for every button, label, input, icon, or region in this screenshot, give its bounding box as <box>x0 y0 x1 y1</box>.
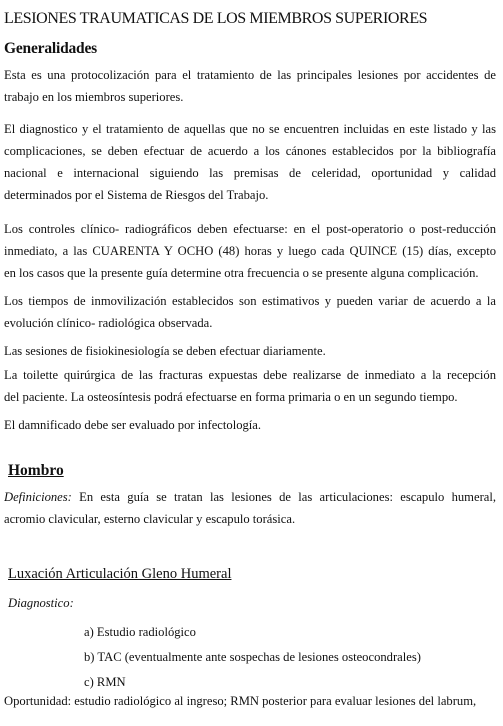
paragraph-infectologia <box>4 414 496 436</box>
paragraph-controles <box>4 218 496 284</box>
paragraph-toilette <box>4 364 496 408</box>
paragraph-line: La toilette quirúrgica de las fracturas expuestas debe realizarse de inmediato a la recepción <box>4 368 496 382</box>
diagnostico-label: Diagnostico: <box>8 596 74 610</box>
paragraph-line: Esta es una protocolización para el tratamiento de las principales lesiones por accidentes de <box>4 68 496 82</box>
list-item: b) TAC (eventualmente ante sospechas de lesiones osteocondrales) <box>84 650 421 664</box>
list-item: c) RMN <box>84 675 126 689</box>
paragraph-line: en los casos que la presente guía determine otra frecuencia o se presente alguna complicación. <box>4 266 479 280</box>
paragraph-line: Los controles clínico- radiográficos deben efectuarse: en el post-operatorio o post-reducción <box>4 222 496 236</box>
paragraph-oportunidad <box>4 690 496 712</box>
paragraph-line: del paciente. La osteosíntesis podrá efectuarse en forma primaria o en un segundo tiempo. <box>4 390 458 404</box>
paragraph-diagnostico-tratamiento <box>4 118 496 206</box>
paragraph-line: El damnificado debe ser evaluado por infectología. <box>4 418 262 432</box>
definiciones-text: En esta guía se tratan las lesiones de las articulaciones: escapulo humeral, <box>71 490 496 504</box>
heading-luxacion-gleno-humeral: Luxación Articulación Gleno Humeral <box>8 566 232 582</box>
paragraph-line: Los tiempos de inmovilización establecidos son estimativos y pueden variar de acuerdo a la <box>4 294 496 308</box>
paragraph-definiciones <box>4 486 496 530</box>
paragraph-fisiokinesiologia <box>4 340 496 362</box>
paragraph-line: complicaciones, se deben efectuar de acuerdo a los cánones establecidos por la bibliografía <box>4 144 496 158</box>
document-title: LESIONES TRAUMATICAS DE LOS MIEMBROS SUPERIORES <box>4 10 428 27</box>
heading-generalidades: Generalidades <box>4 40 97 57</box>
list-item: a) Estudio radiológico <box>84 625 196 639</box>
paragraph-protocolizacion <box>4 64 496 108</box>
definiciones-label: Definiciones: <box>4 490 72 504</box>
paragraph-line: El diagnostico y el tratamiento de aquellas que no se encuentren incluidas en este listado y las <box>4 122 496 136</box>
paragraph-line: determinados por el Sistema de Riesgos del Trabajo. <box>4 188 269 202</box>
paragraph-line: evolución clínico- radiológica observada. <box>4 316 213 330</box>
diagnostico-list <box>84 620 421 695</box>
paragraph-inmovilizacion <box>4 290 496 334</box>
paragraph-line: Oportunidad: estudio radiológico al ingreso; RMN posterior para evaluar lesiones del labrum, <box>4 694 477 708</box>
paragraph-line: Las sesiones de fisiokinesiología se deben efectuar diariamente. <box>4 344 326 358</box>
paragraph-line <box>4 486 496 508</box>
paragraph-line: nacional e internacional siguiendo las premisas de celeridad, oportunidad y calidad <box>4 166 496 180</box>
heading-hombro: Hombro <box>8 462 64 479</box>
paragraph-line: acromio clavicular, esterno clavicular y escapulo torásica. <box>4 512 296 526</box>
paragraph-line: trabajo en los miembros superiores. <box>4 90 184 104</box>
paragraph-line: inmediato, a las CUARENTA Y OCHO (48) horas y luego cada QUINCE (15) días, excepto <box>4 244 496 258</box>
